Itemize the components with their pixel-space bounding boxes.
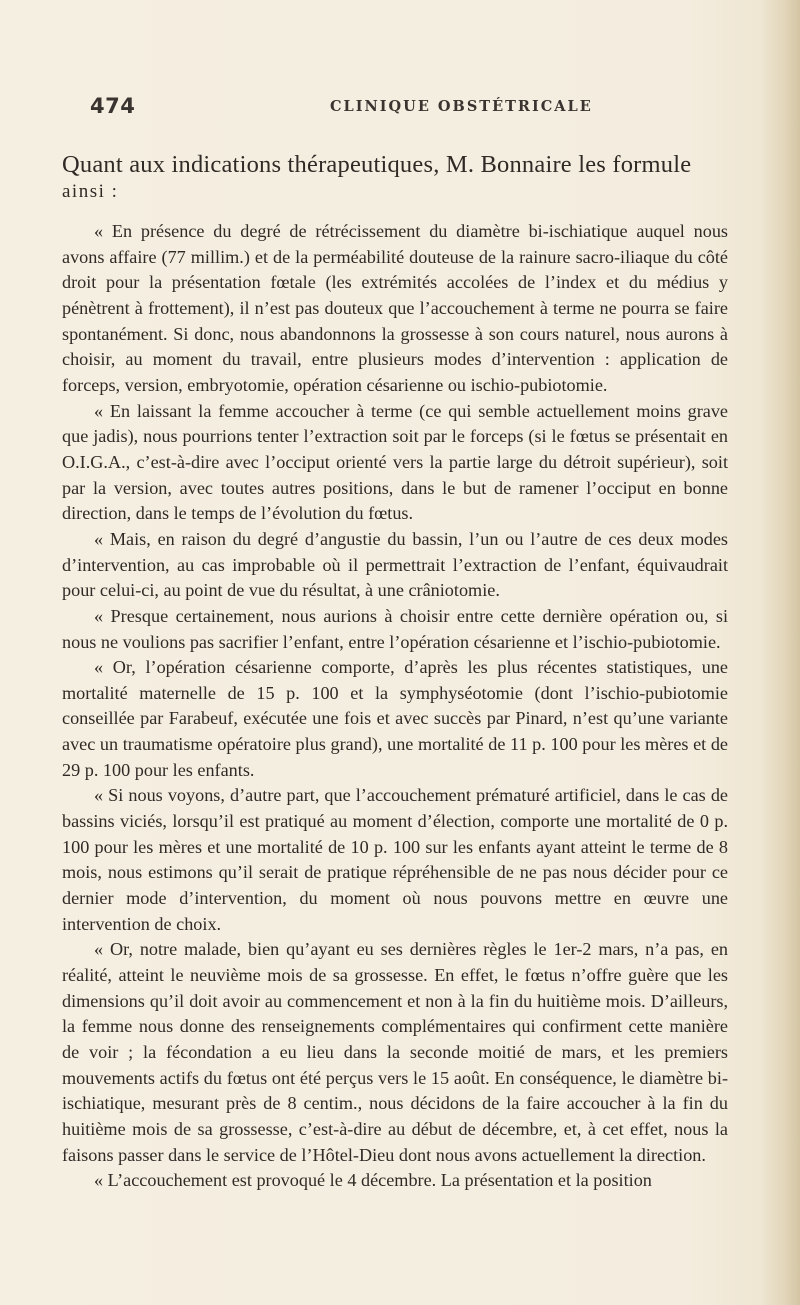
lead-sentence bbox=[62, 151, 728, 205]
paragraph-7: « Or, notre malade, bien qu’ayant eu ses dernières règles le 1er-2 mars, n’a pas, en réalité, atteint le neuvième mois de sa grossesse. En effet, le fœtus n’offre guère que les dimensions qu’il doit avoir au commencement et non à la fin du huitième mois. D’ailleurs, la femme nous donne des renseignements complémentaires qui confirment cette manière de voir ; la fécondation a eu lieu dans la seconde moitié de mars, et les premiers mouvements actifs du fœtus ont été perçus vers le 15 août. En conséquence, le diamètre bi-ischiatique, mesurant près de 8 centim., nous décidons de la faire accoucher à la fin du huitième mois de sa grossesse, c’est-à-dire au début de décembre, et, à cet effet, nous la faisons passer dans le service de l’Hôtel-Dieu dont nous avons actuellement la direction. bbox=[62, 939, 728, 1165]
paragraph-4: « Presque certainement, nous aurions à choisir entre cette dernière opération ou, si nous ne voulions pas sacrifier l’enfant, entre l’opération césarienne et l’ischio-pubiotomie. bbox=[62, 605, 728, 652]
paragraph-2: « En laissant la femme accoucher à terme (ce qui semble actuellement moins grave que jadis), nous pourrions tenter l’extraction soit par le forceps (si le fœtus se présentait en O.I.G.A., c’est-à-dire avec l’occiput orienté vers la partie large du détroit supérieur), soit par la version, avec toutes autres positions, dans le but de ramener l’occiput en bonne direction, dans le temps de l’évolution du fœtus. bbox=[62, 400, 728, 524]
page-body bbox=[62, 151, 728, 1194]
paragraph-6: « Si nous voyons, d’autre part, que l’accouchement prématuré artificiel, dans le cas de bassins viciés, lorsqu’il est pratiqué au moment d’élection, comporte une mortalité de 0 p. 100 pour les mères et une mortalité de 10 p. 100 sur les enfants ayant atteint le terme de 8 mois, nous estimons qu’il serait de pratique répréhensible de ne pas nous décider pour ce dernier mode d’intervention, du moment où nous pouvons mettre en œuvre une intervention de choix. bbox=[62, 785, 728, 934]
paragraph-5: « Or, l’opération césarienne comporte, d’après les plus récentes statistiques, une mortalité maternelle de 15 p. 100 et la symphyséotomie (dont l’ischio-pubiotomie conseillée par Farabeuf, exécutée une fois et avec succès par Pinard, n’est qu’une variante avec un traumatisme opératoire plus grand), une mortalité de 11 p. 100 pour les mères et de 29 p. 100 pour les enfants. bbox=[62, 657, 728, 780]
page-header bbox=[90, 94, 730, 124]
running-head: CLINIQUE OBSTÉTRICALE bbox=[330, 98, 593, 115]
lead-line-2: ainsi : bbox=[62, 181, 119, 202]
lead-line-1: Quant aux indications thérapeutiques, M. Bonnaire les formule bbox=[62, 151, 692, 178]
paragraph-3: « Mais, en raison du degré d’angustie du bassin, l’un ou l’autre de ces deux modes d’intervention, au cas improbable où il permettrait l’extraction de l’enfant, équivaudrait pour celui-ci, au point de vue du résultat, à une crâniotomie. bbox=[62, 528, 728, 601]
page-edge-shadow bbox=[760, 0, 800, 1305]
paragraph-8: « L’accouchement est provoqué le 4 décembre. La présentation et la position bbox=[94, 1170, 652, 1191]
paragraph-1: « En présence du degré de rétrécissement du diamètre bi-ischiatique auquel nous avons affaire (77 millim.) et de la perméabilité douteuse de la rainure sacro-iliaque du côté droit pour la présentation fœtale (les extrémités accolées de l’index et du médius y pénètrent à frottement), il n’est pas douteux que l’accouchement à terme ne pourra se faire spontanément. Si donc, nous abandonnons la grossesse à son cours naturel, nous aurons à choisir, au moment du travail, entre plusieurs modes d’intervention : application de forceps, version, embryotomie, opération césarienne ou ischio-pubiotomie. bbox=[62, 221, 728, 395]
page-number: 474 bbox=[90, 94, 136, 118]
